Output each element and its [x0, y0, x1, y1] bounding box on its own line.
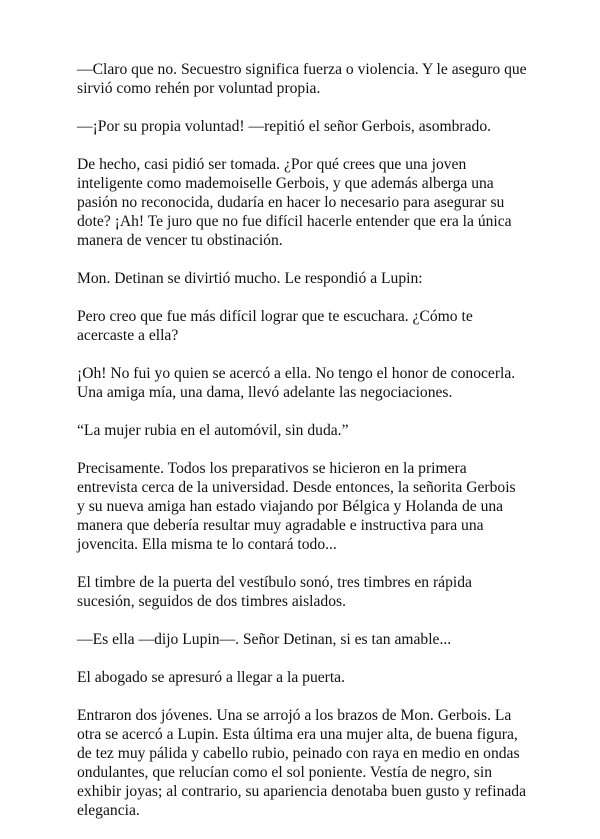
paragraph: —¡Por su propia voluntad! —repitió el señor Gerbois, asombrado. [77, 118, 492, 135]
paragraph: Pero creo que fue más difícil lograr que te escuchara. ¿Cómo te acercaste a ella? [77, 308, 473, 344]
paragraph: De hecho, casi pidió ser tomada. ¿Por qué crees que una joven inteligente como mademoiselle Gerbois, y que además alberga una pasión no reconocida, dudaría en hacer lo necesario para asegurar su dote? ¡Ah! Te juro que no fue difícil hacerle entender que era la única manera de vencer tu obstinación. [77, 156, 512, 249]
paragraph: —Es ella —dijo Lupin—. Señor Detinan, si es tan amable... [77, 631, 452, 648]
paragraph: Mon. Detinan se divirtió mucho. Le respondió a Lupin: [77, 270, 423, 287]
paragraph: El timbre de la puerta del vestíbulo sonó, tres timbres en rápida sucesión, seguidos de dos timbres aislados. [77, 574, 472, 610]
paragraph: El abogado se apresuró a llegar a la puerta. [77, 669, 346, 686]
paragraph: —Claro que no. Secuestro significa fuerza o violencia. Y le aseguro que sirvió como rehén por voluntad propia. [77, 61, 527, 97]
paragraph: ¡Oh! No fui yo quien se acercó a ella. No tengo el honor de conocerla. Una amiga mía, una dama, llevó adelante las negociaciones. [77, 365, 516, 401]
document-page [77, 60, 527, 839]
paragraph: Entraron dos jóvenes. Una se arrojó a los brazos de Mon. Gerbois. La otra se acercó a Lupin. Esta última era una mujer alta, de buena figura, de tez muy pálida y cabello rubio, peinado con raya en medio en ondas ondulantes, que relucían como el sol poniente. Vestía de negro, sin exhibir joyas; al contrario, su apariencia denotaba buen gusto y refinada elegancia. [77, 707, 527, 819]
paragraph: Precisamente. Todos los preparativos se hicieron en la primera entrevista cerca de la universidad. Desde entonces, la señorita Gerbois y su nueva amiga han estado viajando por Bélgica y Holanda de una manera que debería resultar muy agradable e instructiva para una jovencita. Ella misma te lo contará todo... [77, 460, 516, 553]
paragraph: “La mujer rubia en el automóvil, sin duda.” [77, 422, 349, 439]
